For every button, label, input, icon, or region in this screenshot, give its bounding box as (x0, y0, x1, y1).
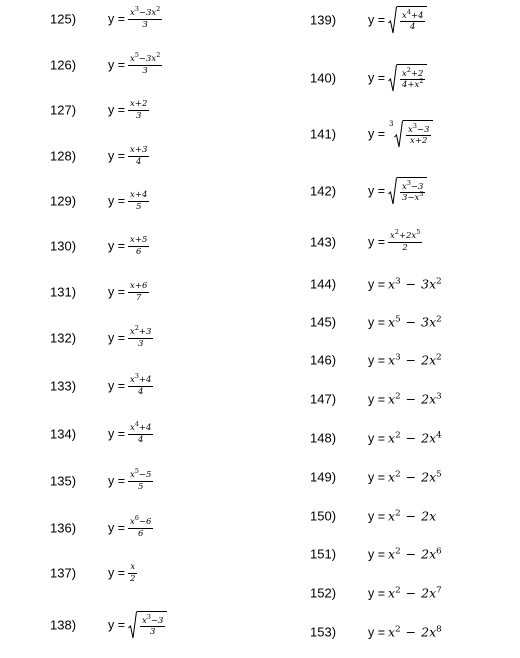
problem-number: 125) (50, 11, 77, 27)
problem-number: 145) (310, 314, 337, 330)
problem-126 (50, 51, 270, 79)
problem-number: 135) (50, 473, 77, 489)
problem-number: 126) (50, 57, 77, 73)
problem-151 (310, 540, 510, 568)
problem-number: 151) (310, 546, 337, 562)
problem-expression: y = $\frac{x^6-6}{6}$ (108, 514, 152, 539)
problem-number: 132) (50, 330, 77, 346)
problem-148 (310, 424, 510, 452)
problem-142 (310, 177, 510, 205)
problem-136 (50, 514, 270, 542)
problem-135 (50, 467, 270, 495)
problem-number: 146) (310, 352, 337, 368)
problem-expression: y = $x^2 - 2x^5$ (368, 469, 442, 485)
problem-number: 147) (310, 391, 337, 407)
problem-127 (50, 96, 270, 124)
problem-number: 129) (50, 193, 77, 209)
problem-number: 127) (50, 102, 77, 118)
problem-number: 134) (50, 426, 77, 442)
problem-number: 128) (50, 148, 77, 164)
problem-expression: y = $\frac{x^4+4}{4}$ (108, 420, 152, 445)
square-root-sign: $\frac{x^3-3}{3}$ (128, 611, 167, 639)
problem-138 (50, 611, 270, 639)
problem-number: 143) (310, 234, 337, 250)
problem-130 (50, 232, 270, 260)
problem-140 (310, 64, 510, 92)
problem-expression: y = $x^2 - 2x^7$ (368, 585, 442, 601)
problem-expression: y = $x^2 - 2x^8$ (368, 624, 442, 640)
problem-146 (310, 346, 510, 374)
problem-147 (310, 385, 510, 413)
problem-expression: y = $\frac{x^2+3}{3}$ (108, 324, 152, 349)
cube-root-sign: 3 $\frac{x^3-3}{x+2}$ (388, 120, 433, 148)
problem-expression: y = $x^2 - 2x^3$ (368, 391, 442, 407)
problem-expression: y = $\frac{x^4+4}{4}$ (368, 6, 427, 34)
problem-139 (310, 6, 510, 34)
problem-133 (50, 372, 270, 400)
problem-number: 144) (310, 276, 337, 292)
problem-number: 152) (310, 585, 337, 601)
problem-expression: y = $\frac{x}{2}$ (108, 562, 136, 584)
problem-expression: y = $\frac{x^3+4}{4}$ (108, 372, 152, 397)
problem-expression: y = $\frac{x+2}{3}$ (108, 99, 148, 121)
problem-number: 139) (310, 12, 337, 28)
problem-129 (50, 187, 270, 215)
problem-number: 148) (310, 430, 337, 446)
problem-number: 149) (310, 469, 337, 485)
problem-132 (50, 324, 270, 352)
problem-expression: y = $x^2 - 2x$ (368, 508, 437, 524)
problem-number: 136) (50, 520, 77, 536)
problem-number: 140) (310, 70, 337, 86)
problem-128 (50, 142, 270, 170)
problem-number: 133) (50, 378, 77, 394)
problem-number: 138) (50, 617, 77, 633)
square-root-sign: $\frac{x^2+2}{4+x^2}$ (388, 64, 427, 92)
problem-143 (310, 228, 510, 256)
problem-expression: y = $x^2 - 2x^4$ (368, 430, 442, 446)
problem-expression: y = $\frac{x+3}{4}$ (108, 145, 148, 167)
problem-expression: y = $x^5 - 3x^2$ (368, 314, 442, 330)
problem-134 (50, 420, 270, 448)
problem-145 (310, 308, 510, 336)
problem-number: 131) (50, 284, 77, 300)
problem-number: 137) (50, 565, 77, 581)
problem-153 (310, 618, 510, 646)
problem-number: 150) (310, 508, 337, 524)
problem-expression: y = $\frac{x^5-3x^2}{3}$ (108, 51, 161, 76)
problem-expression: y = $\frac{x+5}{6}$ (108, 235, 148, 257)
problem-expression: y = $\frac{x^2+2}{4+x^2}$ (368, 64, 427, 92)
problem-149 (310, 463, 510, 491)
problem-expression: y = $x^2 - 2x^6$ (368, 546, 442, 562)
problem-131 (50, 278, 270, 306)
problem-number: 142) (310, 183, 337, 199)
problem-150 (310, 502, 510, 530)
problem-number: 153) (310, 624, 337, 640)
problem-expression: y = $\frac{x^3-3}{3-x^3}$ (368, 177, 427, 205)
problem-141 (310, 120, 510, 148)
problem-expression: y = $\frac{x^2+2x^5}{2}$ (368, 228, 421, 253)
problem-expression: y = 3 $\frac{x^3-3}{x+2}$ (368, 120, 433, 148)
problem-expression: y = $\frac{x^5-5}{5}$ (108, 467, 152, 492)
problem-137 (50, 559, 270, 587)
problem-125 (50, 5, 270, 33)
problem-expression: y = $x^3 - 2x^2$ (368, 352, 442, 368)
problem-expression: y = $\frac{x^3-3}{3}$ (108, 611, 167, 639)
square-root-sign: $\frac{x^4+4}{4}$ (388, 6, 427, 34)
problem-expression: y = $\frac{x+4}{5}$ (108, 190, 148, 212)
square-root-sign: $\frac{x^3-3}{3-x^3}$ (388, 177, 427, 205)
problem-144 (310, 270, 510, 298)
problem-expression: y = $x^3 - 3x^2$ (368, 276, 442, 292)
problem-number: 141) (310, 126, 337, 142)
problem-expression: y = $\frac{x^3-3x^2}{3}$ (108, 5, 161, 30)
problem-152 (310, 579, 510, 607)
problem-number: 130) (50, 238, 77, 254)
problem-expression: y = $\frac{x+6}{7}$ (108, 281, 148, 303)
